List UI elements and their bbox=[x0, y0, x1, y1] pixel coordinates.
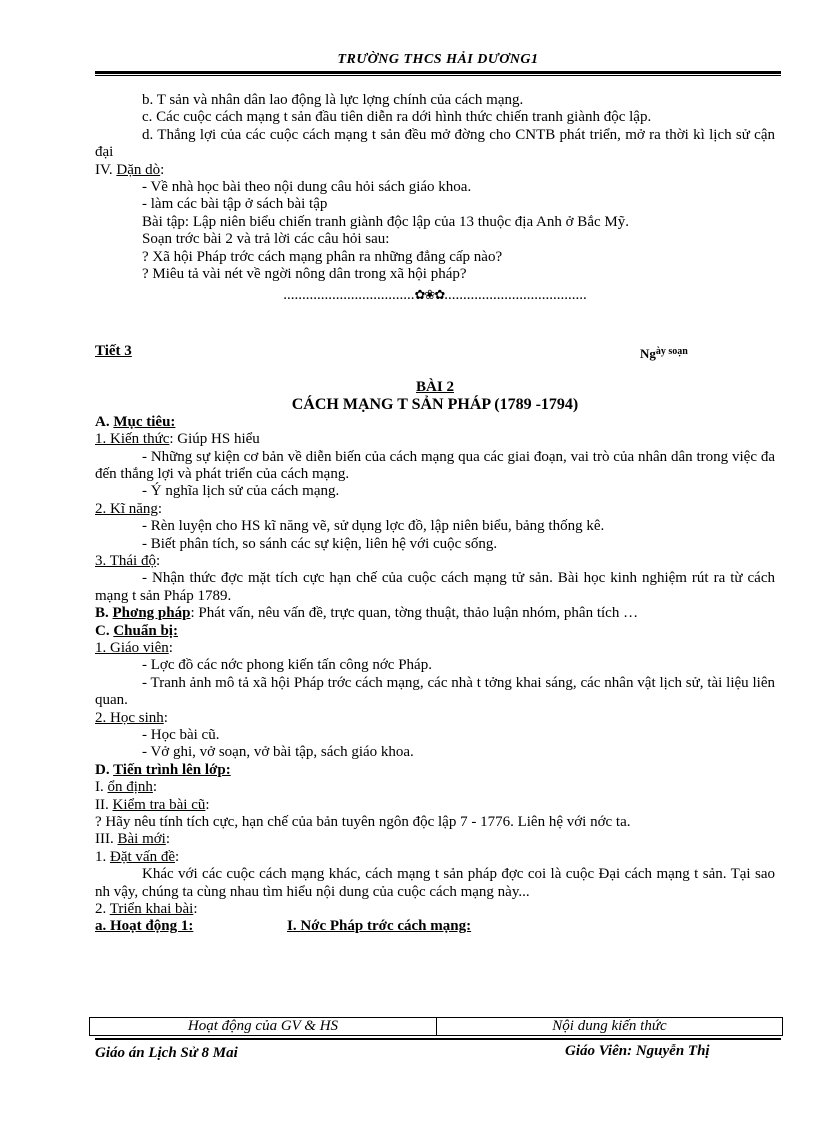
footer-course: Giáo án Lịch Sử 8 Mai bbox=[95, 1045, 238, 1061]
giao-vien-label: 1. Giáo viên bbox=[95, 639, 169, 656]
intro-d: d. Thắng lợi của các cuộc cách mạng t sản đều mở đờng cho CNTB phát triển, mở ra thời kì lịch sử cận đại bbox=[95, 126, 775, 161]
dan-do-item: - làm các bài tập ở sách bài tập bbox=[142, 196, 328, 213]
footer-rule bbox=[95, 1038, 781, 1040]
dat-van-de-colon: : bbox=[174, 848, 180, 865]
dan-do-item: Bài tập: Lập niên biểu chiến tranh giành độc lập của 13 thuộc địa Anh ở Bắc Mỹ. bbox=[142, 213, 629, 230]
on-dinh-label: ổn định bbox=[107, 779, 153, 796]
separator-dots-left: ................................... bbox=[283, 287, 415, 304]
section-c-letter: C. bbox=[95, 622, 114, 639]
dan-do-item: - Về nhà học bài theo nội dung câu hỏi sách giáo khoa. bbox=[142, 179, 472, 196]
section-b-title: Phơng pháp bbox=[112, 605, 191, 622]
bai-moi-num: III. bbox=[95, 831, 118, 848]
section-d-heading bbox=[95, 762, 775, 779]
dan-do-item: ? Miêu tả vài nét về ngời nông dân trong xã hội pháp? bbox=[142, 266, 467, 283]
ki-nang-item: - Biết phân tích, so sánh các sự kiện, liên hệ với cuộc sống. bbox=[142, 535, 498, 552]
footer-teacher: Giáo Viên: Nguyễn Thị bbox=[565, 1043, 710, 1059]
kien-thuc-heading bbox=[95, 431, 775, 448]
separator-dots-right: ...................................... bbox=[444, 287, 587, 304]
hoc-sinh-heading bbox=[95, 710, 775, 727]
intro-b: b. T sản và nhân dân lao động là lực lợng chính của cách mạng. bbox=[142, 92, 524, 108]
kiem-tra-question: ? Hãy nêu tính tích cực, hạn chế của bản tuyên ngôn độc lập 7 - 1776. Liên hệ với nớc ta. bbox=[95, 814, 631, 831]
ki-nang-label: 2. Kĩ năng bbox=[95, 500, 158, 517]
document-body bbox=[95, 92, 775, 936]
dat-van-de-num: 1. bbox=[95, 848, 110, 865]
kien-thuc-text: : Giúp HS hiểu bbox=[169, 431, 260, 448]
dan-do-item: Soạn trớc bài 2 và trả lời các câu hỏi sau: bbox=[142, 231, 390, 248]
kien-thuc-label: 1. Kiến thức bbox=[95, 431, 170, 448]
activity-table-header bbox=[89, 1017, 783, 1036]
dat-van-de-heading bbox=[95, 849, 775, 866]
hoc-sinh-item: - Vở ghi, vở soạn, vở bài tập, sách giáo khoa. bbox=[142, 744, 414, 761]
section-c-title: Chuẩn bị: bbox=[113, 622, 178, 639]
on-dinh-colon: : bbox=[152, 779, 158, 796]
lesson-meta-row bbox=[95, 343, 775, 363]
ki-nang-item: - Rèn luyện cho HS kĩ năng vẽ, sử dụng lợc đồ, lập niên biểu, bảng thống kê. bbox=[142, 518, 605, 535]
section-a-letter: A. bbox=[95, 413, 114, 430]
table-header-activities: Hoạt động của GV & HS bbox=[90, 1018, 437, 1035]
bai-moi-heading bbox=[95, 831, 775, 848]
tiet-label: Tiết 3 bbox=[95, 342, 132, 359]
kien-thuc-item: - Ý nghĩa lịch sử của cách mạng. bbox=[142, 483, 340, 500]
dan-do-label: Dặn dò bbox=[116, 161, 161, 178]
hoat-dong-label: a. Hoạt động 1: bbox=[95, 918, 194, 935]
section-separator bbox=[95, 286, 775, 304]
section-d-title: Tiến trình lên lớp: bbox=[113, 761, 231, 778]
section-b-letter: B. bbox=[95, 605, 113, 622]
trien-khai-heading bbox=[95, 901, 775, 918]
hoc-sinh-label: 2. Học sinh bbox=[95, 709, 164, 726]
hoc-sinh-colon: : bbox=[163, 709, 168, 726]
dan-do-num: IV. bbox=[95, 161, 117, 178]
header-rule-thick bbox=[95, 71, 781, 74]
bai-number: BÀI 2 bbox=[416, 378, 454, 395]
giao-vien-colon: : bbox=[168, 639, 173, 656]
dan-do-item: ? Xã hội Pháp trớc cách mạng phân ra những đẳng cấp nào? bbox=[142, 248, 503, 265]
hoc-sinh-item: - Học bài cũ. bbox=[142, 727, 220, 743]
ngay-soan-label bbox=[640, 343, 688, 362]
trien-khai-label: Triển khai bài bbox=[109, 901, 194, 918]
thai-do-item: - Nhận thức đợc mặt tích cực hạn chế của cuộc cách mạng tử sản. Bài học kinh nghiệm rút ra từ cách mạng t sản Pháp 1789. bbox=[95, 570, 775, 604]
table-header-content: Nội dung kiến thức bbox=[552, 1018, 667, 1034]
dan-do-heading bbox=[95, 162, 775, 179]
thai-do-label: 3. Thái độ bbox=[95, 552, 156, 569]
header-rule-thin bbox=[95, 75, 781, 76]
giao-vien-item: - Tranh ảnh mô tả xã hội Pháp trớc cách mạng, các nhà t tởng khai sáng, các nhân vật lịch sử, tài liệu liên quan. bbox=[95, 674, 775, 709]
section-a-title: Mục tiêu: bbox=[113, 413, 176, 430]
ngay-part-b: ày bbox=[655, 345, 666, 357]
section-c-heading bbox=[95, 623, 775, 640]
section-d-letter: D. bbox=[95, 761, 114, 778]
dan-do-colon: : bbox=[160, 161, 165, 178]
dat-van-de-label: Đặt vấn đề bbox=[110, 848, 175, 865]
section-1-title: I. Nớc Pháp trớc cách mạng: bbox=[287, 918, 472, 935]
dat-van-de-text: Khác với các cuộc cách mạng khác, cách mạng t sản pháp đợc coi là cuộc Đại cách mạng t sản. Tại sao nh vậy, chúng ta cùng nhau tìm hiểu nội dung của cuộc cách mạng này... bbox=[95, 866, 775, 900]
kiem-tra-num: II. bbox=[95, 796, 113, 813]
bai-moi-label: Bài mới bbox=[117, 831, 166, 848]
ornament-icon: ✿❀✿ bbox=[414, 287, 445, 303]
lesson-title: CÁCH MẠNG T SẢN PHÁP (1789 -1794) bbox=[291, 396, 579, 414]
ngay-part-c: soạn bbox=[665, 345, 688, 357]
kiem-tra-label: Kiểm tra bài cũ bbox=[112, 796, 206, 813]
ngay-part-a: Ng bbox=[640, 345, 656, 361]
on-dinh-num: I. bbox=[95, 779, 108, 796]
intro-c: c. Các cuộc cách mạng t sản đầu tiên diễn ra dới hình thức chiến tranh giành độc lập. bbox=[142, 109, 652, 126]
thai-do-heading bbox=[95, 553, 775, 570]
hoat-dong-row bbox=[95, 918, 775, 936]
section-a-heading bbox=[95, 414, 775, 431]
on-dinh-heading bbox=[95, 779, 775, 796]
school-header: TRƯỜNG THCS HẢI DƯƠNG1 bbox=[337, 52, 539, 67]
section-b-text: : Phát vấn, nêu vấn đề, trực quan, tờng thuật, thảo luận nhóm, phân tích … bbox=[190, 605, 639, 622]
section-b bbox=[95, 605, 775, 622]
kien-thuc-item: - Những sự kiện cơ bản về diễn biến của cách mạng qua các giai đoạn, vai trò của nhân dân trong việc đa đến thắng lợi và phát triển của cách mạng. bbox=[95, 448, 775, 482]
thai-do-colon: : bbox=[155, 552, 161, 569]
ki-nang-colon: : bbox=[157, 500, 163, 517]
kiem-tra-heading bbox=[95, 797, 775, 814]
kiem-tra-colon: : bbox=[205, 796, 210, 813]
bai-moi-colon: : bbox=[165, 831, 171, 848]
ki-nang-heading bbox=[95, 501, 775, 518]
giao-vien-item: - Lợc đồ các nớc phong kiến tấn công nớc Pháp. bbox=[142, 657, 432, 674]
trien-khai-colon: : bbox=[193, 901, 198, 918]
trien-khai-num: 2. bbox=[95, 901, 110, 918]
giao-vien-heading bbox=[95, 640, 775, 657]
